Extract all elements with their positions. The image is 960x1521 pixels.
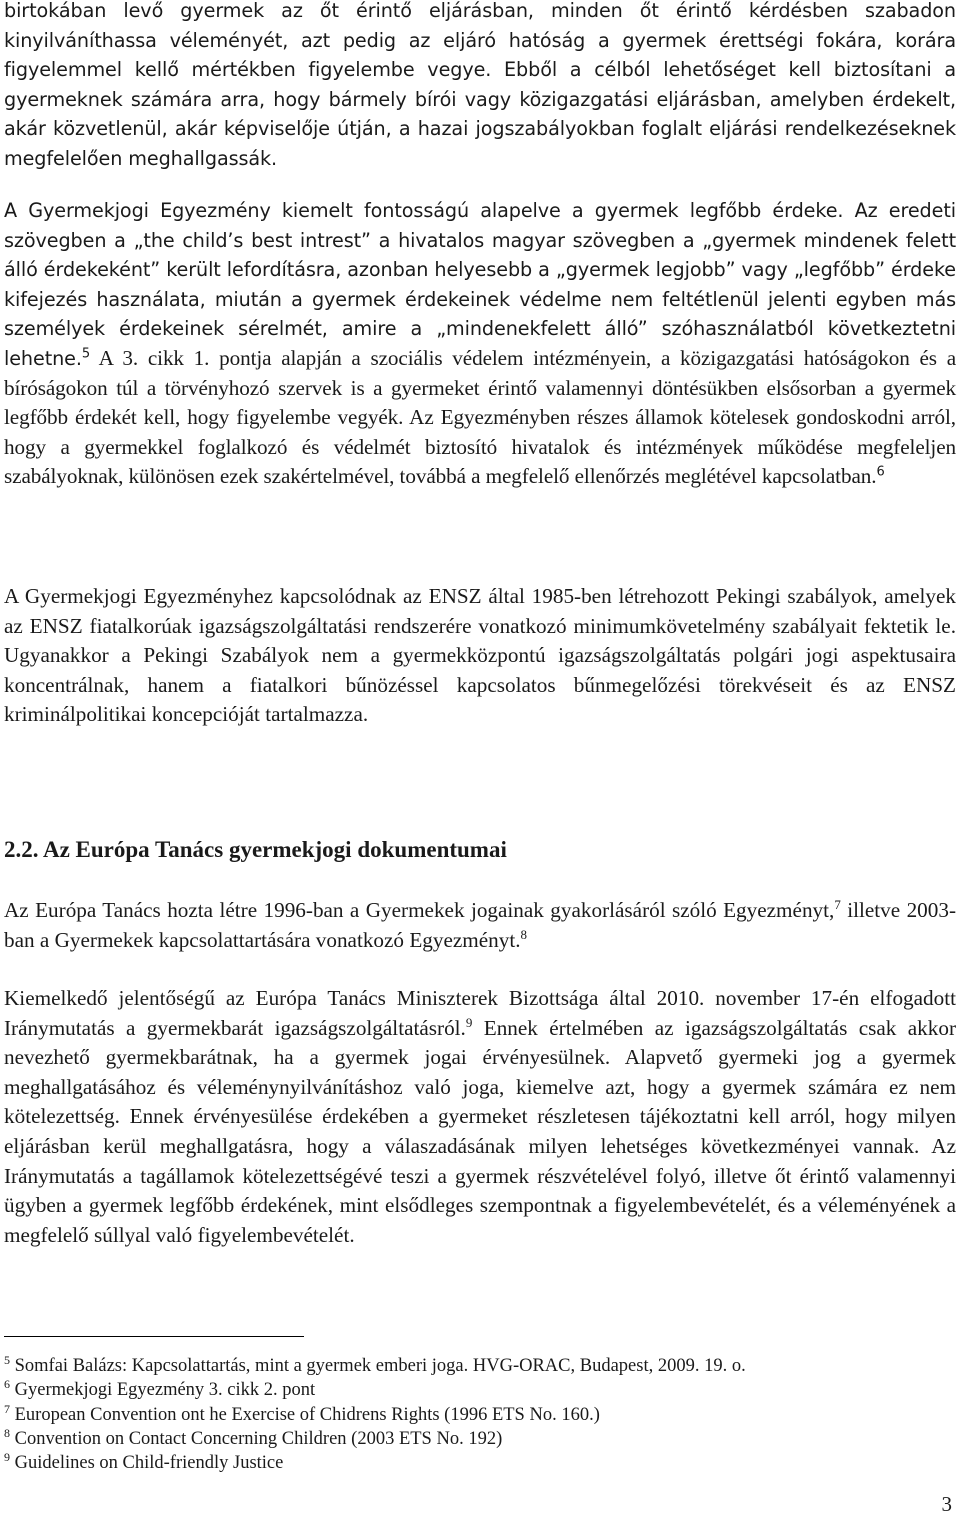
section-heading: [4, 835, 507, 865]
footnote-ref[interactable]: 7: [834, 896, 841, 912]
footnote: [4, 1427, 956, 1451]
paragraph-beijing-rules: [4, 582, 956, 730]
footnote-text: Convention on Contact Concerning Children (2003 ETS No. 192): [10, 1428, 503, 1449]
section-title: Az Európa Tanács gyermekjogi dokumentumai: [38, 837, 507, 862]
footnote-separator: [4, 1336, 304, 1337]
paragraph-text: birtokában levő gyermek az őt érintő eljárásban, minden őt érintő kérdésben szabadon kinyilváníthassa véleményét, azt pedig az eljáró hatóság a gyermek érettségi fokára, korára figyelemmel kellő mértékben figyelembe vegye. Ebből a célból lehetőséget kell biztosítani a gyermeknek számára arra, hogy bármely bírói vagy közigazgatási eljárásban, amelyben érdekelt, akár közvetlenül, akár képviselője útján, a hazai jogszabályokban foglalt eljárási rendelkezéseknek megfelelően meghallgassák.: [4, 0, 956, 170]
paragraph-council-of-europe: [4, 896, 956, 955]
paragraph-text: Kiemelkedő jelentőségű az Európa Tanács Miniszterek Bizottsága által 2010. november 17-én elfogadott Iránymutatás a gyermekbarát igazságszolgáltatásról.: [4, 986, 956, 1040]
footnote: [4, 1451, 956, 1475]
footnote-number: 5: [4, 1352, 10, 1367]
footnote-text: Gyermekjogi Egyezmény 3. cikk 2. pont: [10, 1380, 316, 1401]
footnote-number: 9: [4, 1450, 10, 1465]
paragraph-text: A Gyermekjogi Egyezmény kiemelt fontosságú alapelve a gyermek legfőbb érdeke. Az eredeti szövegben a „the child’s best intrest” a hivatalos magyar szövegben a „gyermek mindenek felett álló érdekeként” került lefordításra, azonban helyesebb a „gyermek legjobb” vagy „legfőbb” érdeke kifejezés használata, miután a gyermek érdekeinek védelme nem feltétlenül jelenti egyben más személyek érdekeinek sérelmét, amire a „mindenekfelett álló” szóhasználatból következtetni lehetne.: [4, 199, 956, 370]
footnote-ref[interactable]: 9: [465, 1014, 473, 1030]
paragraph-text: A Gyermekjogi Egyezményhez kapcsolódnak az ENSZ által 1985-ben létrehozott Pekingi szabályok, amelyek az ENSZ fiatalkorúak igazságszolgáltatási rendszerére vonatkozó minimumkövetelmény szabályait fektetik le. Ugyanakkor a Pekingi Szabályok nem a gyermekközpontú igazságszolgáltatás polgári jogi aspektusaira koncentrálnak, hanem a fiatalkori bűnözéssel kapcsolatos bűnmegelőzési törekvéseit és az ENSZ kriminálpolitikai koncepcióját tartalmazza.: [4, 584, 956, 727]
section-number: 2.2.: [4, 837, 39, 862]
paragraph-best-interest: [4, 196, 956, 492]
footnote: [4, 1354, 956, 1378]
footnote-number: 7: [4, 1401, 10, 1416]
paragraph-guidelines: [4, 984, 956, 1250]
paragraph-child-hearing: [4, 0, 956, 174]
paragraph-text: Ennek értelmében az igazságszolgáltatás csak akkor nevezhető gyermekbarátnak, ha a gyermek jogai érvényesülnek. Alapvető gyermeki jog a gyermek meghallgatásához és véleménynyilvánításhoz való joga, kiemelve azt, hogy a gyermek számára ez nem kötelezettség. Ennek érvényesülése érdekében a gyermeket részletesen tájékoztatni kell arról, hogy milyen eljárásban kerül meghallgatásra, hogy a válaszadásának milyen lehetséges következményei vannak. Az Iránymutatás a tagállamok kötelezettségévé teszi a gyermek részvételével folyó, illetve őt érintő valamennyi ügyben a gyermek legfőbb érdekének, mint elsődleges szempontnak a figyelembevételét, és a véleményének a megfelelő súllyal való figyelembevételét.: [4, 1015, 957, 1247]
footnote-ref[interactable]: 5: [81, 346, 91, 362]
paragraph-text: A 3. cikk 1. pontja alapján a szociális védelem intézményein, a közigazgatási hatóságokon és a bíróságokon túl a törvényhozó szervek is a gyermeket érintő valamennyi döntésükben elsősorban a gyermek legfőbb érdekét kell, hogy figyelembe vegyék. Az Egyezményben részes államok kötelesek gondoskodni arról, hogy a gyermekkel foglalkozó és védelmét biztosító hivatalok és intézmények működése megfeleljen szabályoknak, különösen ezek szakértelmével, továbbá a megfelelő ellenőrzés meglétével kapcsolatban.: [4, 345, 956, 489]
footnote-text: Guidelines on Child-friendly Justice: [10, 1453, 284, 1474]
paragraph-text: Az Európa Tanács hozta létre 1996-ban a Gyermekek jogainak gyakorlásáról szóló Egyezményt,: [4, 898, 835, 922]
footnote: [4, 1378, 956, 1402]
footnote-text: European Convention ont he Exercise of Chidrens Rights (1996 ETS No. 160.): [10, 1404, 600, 1425]
footnote-ref[interactable]: 8: [520, 926, 528, 942]
footnotes: [4, 1354, 956, 1475]
footnote-number: 6: [4, 1377, 10, 1392]
footnote: [4, 1403, 956, 1427]
footnote-number: 8: [4, 1425, 10, 1440]
footnote-text: Somfai Balázs: Kapcsolattartás, mint a gyermek emberi joga. HVG-ORAC, Budapest, 2009. 19. o.: [10, 1356, 746, 1376]
paragraph-text: illetve 2003-ban a Gyermekek kapcsolattartására vonatkozó Egyezményt.: [4, 898, 956, 952]
footnote-ref[interactable]: 6: [876, 464, 885, 480]
page-number: 3: [941, 1492, 952, 1516]
